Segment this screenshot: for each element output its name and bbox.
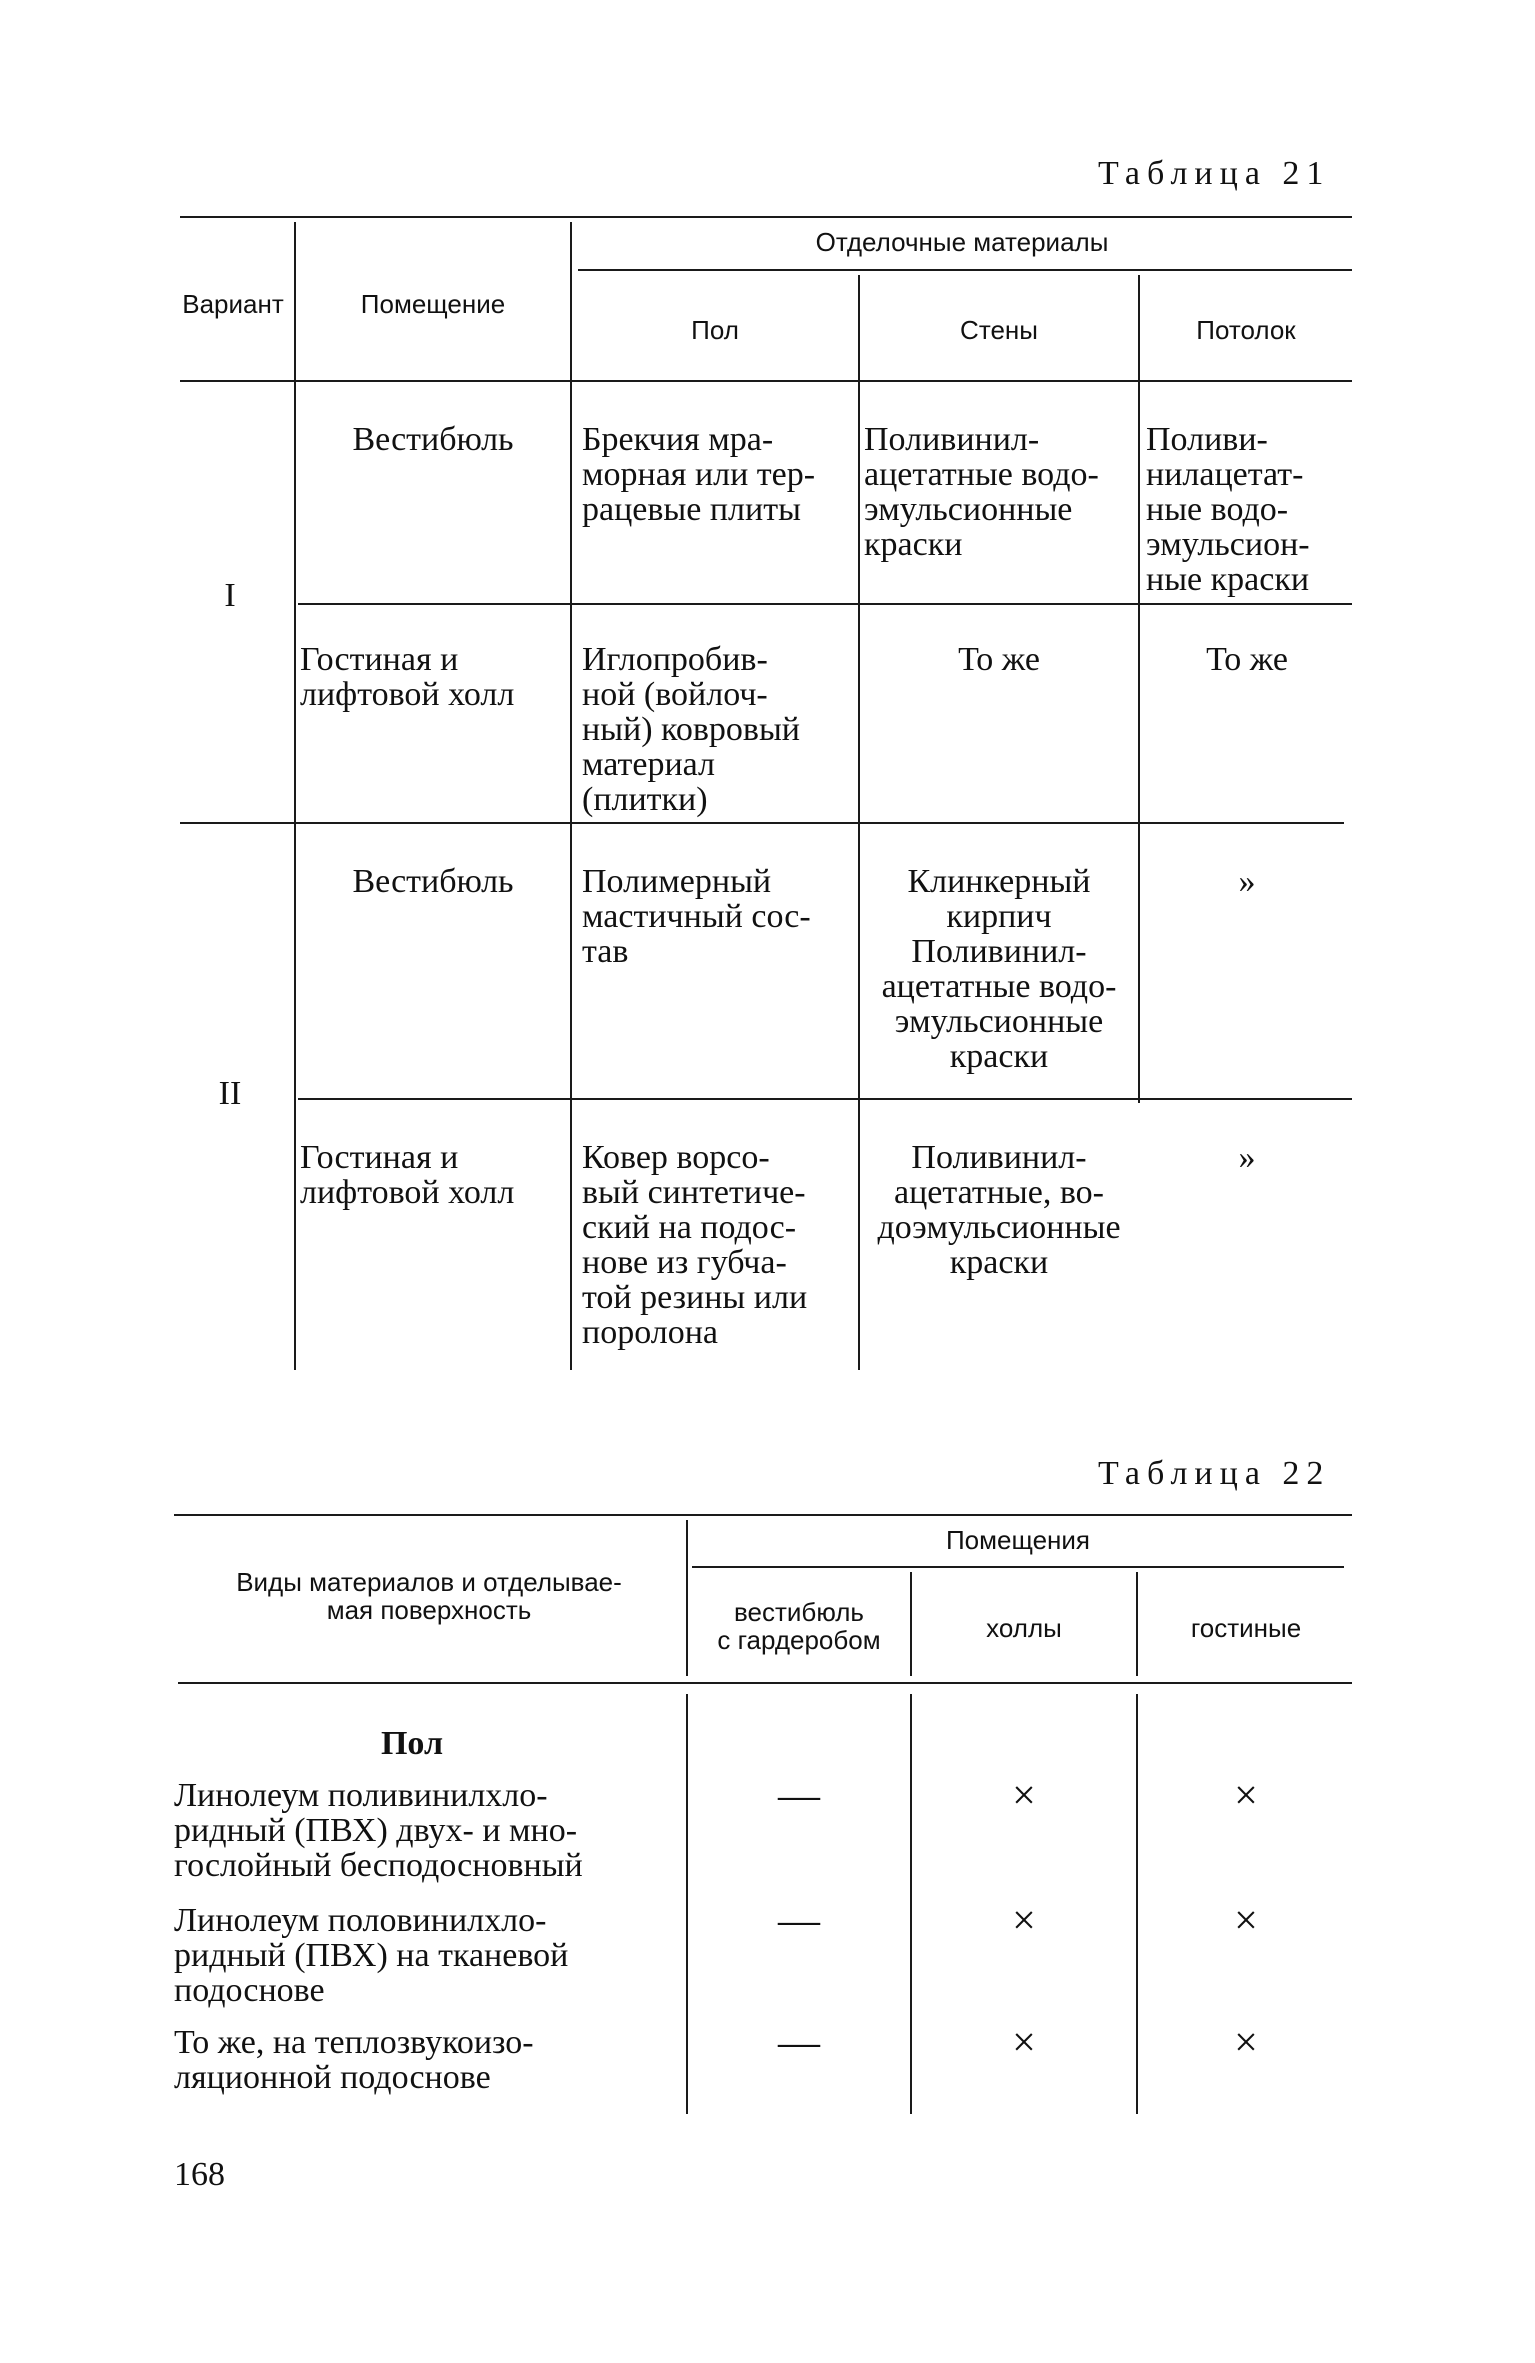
room-cell: Вестибюль [352,421,514,458]
variant-label: II [218,1075,242,1112]
living-cross: × [1234,2020,1258,2066]
room-cell: Гостиная и лифтовой холл [300,641,515,713]
walls-cell: Поливинил- ацетатные, во- доэмульсионные краски [877,1139,1121,1281]
table21-subheader-rule [578,269,1352,271]
halls-cross: × [1012,1898,1036,1944]
table22-header-rule [178,1682,1352,1684]
header-walls: Стены [960,315,1038,345]
table21-col-rule [858,275,860,1370]
table22-col-rule [910,1694,912,2114]
floor-cell: Иглопробив- ной (войлоч- ный) ковровый материал (плитки) [582,641,800,818]
table22-col-rule [1136,1572,1138,1676]
table21-col-rule [570,222,572,1370]
table22-subheader-rule [692,1566,1344,1568]
header-ceiling: Потолок [1196,315,1296,345]
table21-header-rule [180,380,1352,382]
table21-row-rule [298,1098,1352,1100]
header-living: гостиные [1190,1613,1302,1643]
vestibule-dash: — [778,1898,820,1944]
header-materials: Виды материалов и отделывае- мая поверхность [236,1567,622,1625]
ceiling-cell: То же [1206,641,1288,678]
walls-cell: То же [958,641,1040,678]
material-cell: Линолеум половинилхло- ридный (ПВХ) на тканевой подоснове [174,1902,569,2009]
material-cell: То же, на теплозвукоизо- ляционной подоснове [174,2024,534,2096]
ceiling-cell: » [1238,1139,1256,1176]
walls-cell: Клинкерный кирпич Поливинил- ацетатные водо- эмульсионные краски [881,863,1117,1075]
section-title: Пол [380,1725,444,1762]
header-rooms: Помещения [945,1525,1090,1555]
table21-caption: Таблица 21 [1098,155,1331,192]
header-halls: холлы [986,1613,1062,1643]
header-vestibule: вестибюль с гардеробом [717,1597,881,1655]
floor-cell: Брекчия мра- морная или тер- рацевые плиты [582,421,816,528]
header-floor: Пол [691,315,739,345]
halls-cross: × [1012,2020,1036,2066]
table21-variant-rule [180,822,1344,824]
room-cell: Гостиная и лифтовой холл [300,1139,515,1211]
floor-cell: Полимерный мастичный сос- тав [582,863,811,970]
table21-col-rule [1138,275,1140,1103]
table22-col-rule [686,1694,688,2114]
table22-col-rule [1136,1694,1138,2114]
room-cell: Вестибюль [352,863,514,900]
halls-cross: × [1012,1773,1036,1819]
table22-top-rule [174,1514,1352,1516]
variant-label: I [224,577,236,614]
living-cross: × [1234,1773,1258,1819]
header-finishing-materials: Отделочные материалы [815,227,1109,257]
ceiling-cell: Поливи- нилацетат- ные водо- эмульсион- ные краски [1146,421,1310,598]
header-variant: Вариант [182,289,284,319]
table22-col-rule [686,1520,688,1676]
vestibule-dash: — [778,1773,820,1819]
header-room: Помещение [360,289,506,319]
table22-col-rule [910,1572,912,1676]
table21-top-rule [180,216,1352,218]
floor-cell: Ковер ворсо- вый синтетиче- ский на подос- нове из губча- той резины или поролона [582,1139,808,1351]
material-cell: Линолеум поливинилхло- ридный (ПВХ) двух- и мно- гослойный бесподосновный [174,1777,583,1884]
walls-cell: Поливинил- ацетатные водо- эмульсионные краски [864,421,1099,563]
table21-col-rule [294,222,296,1370]
table22-caption: Таблица 22 [1098,1455,1331,1492]
living-cross: × [1234,1898,1258,1944]
vestibule-dash: — [778,2020,820,2066]
table21-row-rule [298,603,1352,605]
ceiling-cell: » [1238,863,1256,900]
page-number: 168 [174,2156,225,2193]
